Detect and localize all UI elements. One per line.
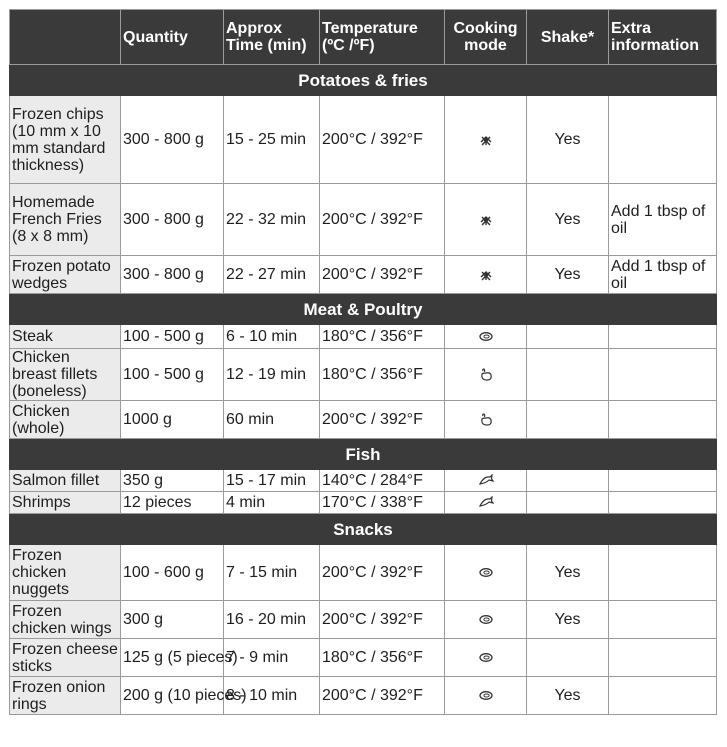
section-title: Snacks bbox=[10, 514, 717, 545]
shake-cell bbox=[527, 349, 609, 401]
extra-info-cell bbox=[609, 401, 717, 439]
chicken-icon bbox=[478, 368, 494, 381]
food-name: Shrimps bbox=[10, 492, 121, 514]
header-temperature: Temperature (ºC /ºF) bbox=[320, 10, 445, 65]
shake-cell: Yes bbox=[527, 96, 609, 184]
cooking-mode-cell bbox=[445, 492, 527, 514]
fries-icon bbox=[478, 268, 494, 281]
header-time: Approx Time (min) bbox=[224, 10, 320, 65]
shake-cell: Yes bbox=[527, 256, 609, 294]
food-name: Salmon fillet bbox=[10, 470, 121, 492]
temperature-cell: 200°C / 392°F bbox=[320, 401, 445, 439]
time-cell: 8 - 10 min bbox=[224, 677, 320, 715]
temperature-cell: 180°C / 356°F bbox=[320, 325, 445, 349]
table-row bbox=[10, 492, 717, 514]
fish-icon bbox=[478, 496, 494, 509]
meat-icon bbox=[478, 613, 494, 626]
extra-info-cell: Add 1 tbsp of oil bbox=[609, 184, 717, 256]
quantity-cell: 12 pieces bbox=[121, 492, 224, 514]
shake-cell bbox=[527, 492, 609, 514]
temperature-cell: 200°C / 392°F bbox=[320, 184, 445, 256]
time-cell: 15 - 17 min bbox=[224, 470, 320, 492]
cooking-mode-cell bbox=[445, 545, 527, 601]
shake-cell: Yes bbox=[527, 677, 609, 715]
time-cell: 6 - 10 min bbox=[224, 325, 320, 349]
table-row bbox=[10, 677, 717, 715]
section-header bbox=[10, 294, 717, 325]
fish-icon bbox=[478, 474, 494, 487]
cooking-mode-cell bbox=[445, 349, 527, 401]
shake-cell bbox=[527, 325, 609, 349]
chicken-icon bbox=[478, 413, 494, 426]
food-name: Chicken breast fillets (boneless) bbox=[10, 349, 121, 401]
fries-icon bbox=[478, 213, 494, 226]
temperature-cell: 170°C / 338°F bbox=[320, 492, 445, 514]
table-row bbox=[10, 325, 717, 349]
table-row bbox=[10, 96, 717, 184]
temperature-cell: 200°C / 392°F bbox=[320, 601, 445, 639]
table-row bbox=[10, 639, 717, 677]
quantity-cell: 100 - 500 g bbox=[121, 349, 224, 401]
extra-info-cell bbox=[609, 96, 717, 184]
meat-icon bbox=[478, 566, 494, 579]
section-header bbox=[10, 439, 717, 470]
cooking-mode-cell bbox=[445, 470, 527, 492]
food-name: Frozen chicken wings bbox=[10, 601, 121, 639]
header-row bbox=[10, 10, 717, 65]
section-header bbox=[10, 65, 717, 96]
table-row bbox=[10, 470, 717, 492]
time-cell: 16 - 20 min bbox=[224, 601, 320, 639]
temperature-cell: 200°C / 392°F bbox=[320, 256, 445, 294]
quantity-cell: 300 - 800 g bbox=[121, 96, 224, 184]
section-title: Potatoes & fries bbox=[10, 65, 717, 96]
time-cell: 12 - 19 min bbox=[224, 349, 320, 401]
cooking-mode-cell bbox=[445, 256, 527, 294]
temperature-cell: 180°C / 356°F bbox=[320, 349, 445, 401]
extra-info-cell bbox=[609, 349, 717, 401]
section-title: Meat & Poultry bbox=[10, 294, 717, 325]
extra-info-cell bbox=[609, 601, 717, 639]
food-name: Steak bbox=[10, 325, 121, 349]
meat-icon bbox=[478, 651, 494, 664]
cooking-mode-cell bbox=[445, 96, 527, 184]
time-cell: 22 - 27 min bbox=[224, 256, 320, 294]
fries-icon bbox=[478, 133, 494, 146]
food-name: Homemade French Fries (8 x 8 mm) bbox=[10, 184, 121, 256]
quantity-cell: 100 - 500 g bbox=[121, 325, 224, 349]
meat-icon bbox=[478, 689, 494, 702]
table-row bbox=[10, 401, 717, 439]
cooking-mode-cell bbox=[445, 401, 527, 439]
header-mode: Cooking mode bbox=[445, 10, 527, 65]
quantity-cell: 200 g (10 pieces) bbox=[121, 677, 224, 715]
temperature-cell: 200°C / 392°F bbox=[320, 545, 445, 601]
shake-cell bbox=[527, 401, 609, 439]
time-cell: 15 - 25 min bbox=[224, 96, 320, 184]
shake-cell bbox=[527, 470, 609, 492]
quantity-cell: 300 - 800 g bbox=[121, 184, 224, 256]
header-quantity: Quantity bbox=[121, 10, 224, 65]
header-shake: Shake* bbox=[527, 10, 609, 65]
header-food bbox=[10, 10, 121, 65]
cooking-mode-cell bbox=[445, 677, 527, 715]
cooking-mode-cell bbox=[445, 325, 527, 349]
header-extra: Extra information bbox=[609, 10, 717, 65]
table-row bbox=[10, 601, 717, 639]
cooking-mode-cell bbox=[445, 639, 527, 677]
cooking-table bbox=[9, 9, 717, 715]
food-name: Frozen potato wedges bbox=[10, 256, 121, 294]
cooking-mode-cell bbox=[445, 601, 527, 639]
food-name: Frozen chicken nuggets bbox=[10, 545, 121, 601]
time-cell: 22 - 32 min bbox=[224, 184, 320, 256]
food-name: Frozen onion rings bbox=[10, 677, 121, 715]
temperature-cell: 200°C / 392°F bbox=[320, 96, 445, 184]
shake-cell: Yes bbox=[527, 545, 609, 601]
time-cell: 7 - 9 min bbox=[224, 639, 320, 677]
shake-cell: Yes bbox=[527, 184, 609, 256]
time-cell: 60 min bbox=[224, 401, 320, 439]
temperature-cell: 200°C / 392°F bbox=[320, 677, 445, 715]
extra-info-cell bbox=[609, 470, 717, 492]
temperature-cell: 180°C / 356°F bbox=[320, 639, 445, 677]
extra-info-cell: Add 1 tbsp of oil bbox=[609, 256, 717, 294]
extra-info-cell bbox=[609, 492, 717, 514]
extra-info-cell bbox=[609, 639, 717, 677]
quantity-cell: 125 g (5 pieces) bbox=[121, 639, 224, 677]
cooking-mode-cell bbox=[445, 184, 527, 256]
table-row bbox=[10, 184, 717, 256]
table-row bbox=[10, 256, 717, 294]
shake-cell bbox=[527, 639, 609, 677]
shake-cell: Yes bbox=[527, 601, 609, 639]
table-row bbox=[10, 545, 717, 601]
food-name: Chicken (whole) bbox=[10, 401, 121, 439]
food-name: Frozen cheese sticks bbox=[10, 639, 121, 677]
section-header bbox=[10, 514, 717, 545]
time-cell: 7 - 15 min bbox=[224, 545, 320, 601]
extra-info-cell bbox=[609, 677, 717, 715]
meat-icon bbox=[478, 330, 494, 343]
quantity-cell: 350 g bbox=[121, 470, 224, 492]
quantity-cell: 1000 g bbox=[121, 401, 224, 439]
table-row bbox=[10, 349, 717, 401]
quantity-cell: 300 - 800 g bbox=[121, 256, 224, 294]
extra-info-cell bbox=[609, 545, 717, 601]
time-cell: 4 min bbox=[224, 492, 320, 514]
food-name: Frozen chips (10 mm x 10 mm standard thickness) bbox=[10, 96, 121, 184]
section-title: Fish bbox=[10, 439, 717, 470]
temperature-cell: 140°C / 284°F bbox=[320, 470, 445, 492]
extra-info-cell bbox=[609, 325, 717, 349]
quantity-cell: 300 g bbox=[121, 601, 224, 639]
quantity-cell: 100 - 600 g bbox=[121, 545, 224, 601]
